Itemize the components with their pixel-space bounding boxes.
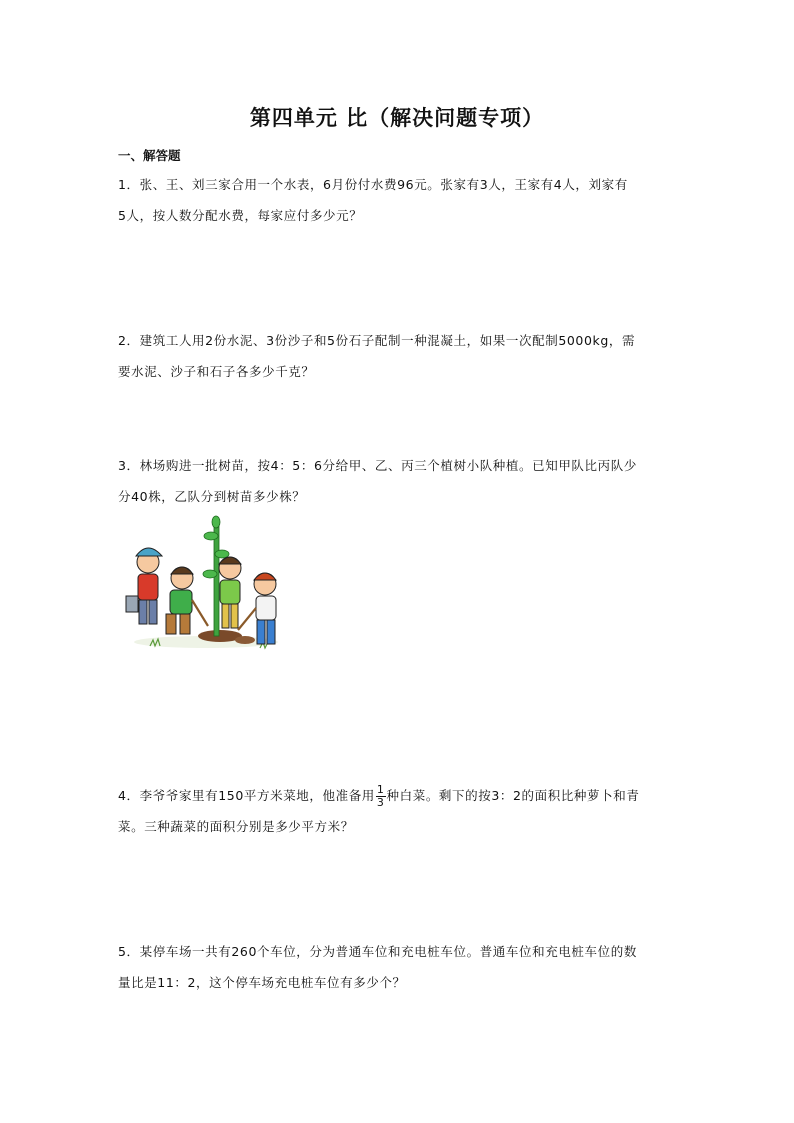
question-5-line-1: 5．某停车场一共有260个车位，分为普通车位和充电桩车位。普通车位和充电桩车位的数 [118, 944, 637, 959]
section-heading: 一、解答题 [118, 148, 181, 163]
question-1 [118, 169, 678, 231]
fraction-denominator: 3 [376, 796, 385, 809]
question-3-line-2: 分40株，乙队分到树苗多少株？ [118, 489, 306, 504]
question-3-line-1: 3．林场购进一批树苗，按4：5：6分给甲、乙、丙三个植树小队种植。已知甲队比丙队少 [118, 458, 637, 473]
question-2-line-1: 2．建筑工人用2份水泥、3份沙子和5份石子配制一种混凝土，如果一次配制5000kg，需 [118, 333, 636, 348]
children-planting-tree-illustration [120, 514, 286, 654]
question-4-line-2: 菜。三种蔬菜的面积分别是多少平方米？ [118, 819, 354, 834]
question-4-line-1 [118, 780, 678, 811]
question-2-line-2: 要水泥、沙子和石子各多少千克？ [118, 364, 315, 379]
fraction-one-third [376, 784, 386, 809]
question-5-line-2: 量比是11：2，这个停车场充电桩车位有多少个？ [118, 975, 406, 990]
fraction-numerator: 1 [376, 783, 385, 796]
question-3 [118, 450, 678, 512]
question-5 [118, 936, 678, 998]
question-1-line-1: 1．张、王、刘三家合用一个水表，6月份付水费96元。张家有3人，王家有4人，刘家有 [118, 177, 628, 192]
question-2 [118, 325, 678, 387]
question-1-line-2: 5人，按人数分配水费，每家应付多少元？ [118, 208, 363, 223]
page-title: 第四单元 比（解决问题专项） [249, 106, 545, 130]
question-4-text-b: 种白菜。剩下的按3：2的面积比种萝卜和青 [386, 788, 640, 803]
question-4 [118, 780, 678, 842]
question-4-text-a: 4．李爷爷家里有150平方米菜地，他准备用 [118, 788, 375, 803]
